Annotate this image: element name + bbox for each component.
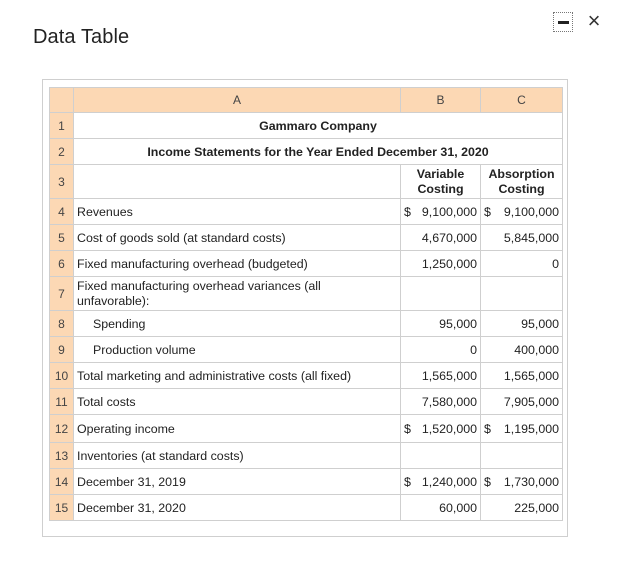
currency-symbol: $ xyxy=(484,421,491,436)
column-header-b: B xyxy=(401,88,481,113)
cell-value: 1,730,000 xyxy=(503,474,559,489)
table-row xyxy=(50,165,563,199)
cell-b: 7,580,000 xyxy=(401,389,481,415)
minimize-button[interactable] xyxy=(553,12,573,32)
row-number: 10 xyxy=(50,363,74,389)
cell-b: 0 xyxy=(401,337,481,363)
cell-c: 225,000 xyxy=(481,495,563,521)
table-row xyxy=(50,225,563,251)
row-number: 5 xyxy=(50,225,74,251)
cell-a: Total marketing and administrative costs (all fixed) xyxy=(74,363,401,389)
currency-symbol: $ xyxy=(404,204,411,219)
cell-a: December 31, 2020 xyxy=(74,495,401,521)
table-row xyxy=(50,277,563,311)
column-header-c: C xyxy=(481,88,563,113)
dialog-title: Data Table xyxy=(33,26,130,48)
row-number: 4 xyxy=(50,199,74,225)
cell-c: 95,000 xyxy=(481,311,563,337)
header-corner xyxy=(50,88,74,113)
currency-symbol: $ xyxy=(404,421,411,436)
cell-value: 1,240,000 xyxy=(421,474,477,489)
table-row xyxy=(50,495,563,521)
cell-b: 1,250,000 xyxy=(401,251,481,277)
cell-b xyxy=(401,443,481,469)
cell-a: Fixed manufacturing overhead variances (all unfavorable): xyxy=(74,277,401,311)
table-row xyxy=(50,469,563,495)
cell-a: Production volume xyxy=(74,337,401,363)
row-number: 9 xyxy=(50,337,74,363)
cell-b xyxy=(401,469,481,495)
table-row xyxy=(50,389,563,415)
cell-a: December 31, 2019 xyxy=(74,469,401,495)
data-table-panel xyxy=(42,79,568,537)
row-number: 6 xyxy=(50,251,74,277)
cell-c xyxy=(481,199,563,225)
column-header-row xyxy=(50,88,563,113)
cell-b: 95,000 xyxy=(401,311,481,337)
cell-b: 1,565,000 xyxy=(401,363,481,389)
cell-c: 7,905,000 xyxy=(481,389,563,415)
row-number: 2 xyxy=(50,139,74,165)
cell-value: 9,100,000 xyxy=(421,204,477,219)
cell-a xyxy=(74,165,401,199)
cell-c: 0 xyxy=(481,251,563,277)
row-number: 15 xyxy=(50,495,74,521)
spreadsheet-table xyxy=(49,87,563,521)
table-row xyxy=(50,443,563,469)
cell-b xyxy=(401,415,481,443)
row-number: 1 xyxy=(50,113,74,139)
table-row xyxy=(50,311,563,337)
table-row xyxy=(50,415,563,443)
row-number: 13 xyxy=(50,443,74,469)
table-row xyxy=(50,139,563,165)
cell-a: Operating income xyxy=(74,415,401,443)
cell-a: Total costs xyxy=(74,389,401,415)
cell-a: Fixed manufacturing overhead (budgeted) xyxy=(74,251,401,277)
cell-a: Revenues xyxy=(74,199,401,225)
close-icon: × xyxy=(587,8,601,33)
cell-c: 5,845,000 xyxy=(481,225,563,251)
minimize-icon xyxy=(558,21,569,24)
currency-symbol: $ xyxy=(404,474,411,489)
cell-b xyxy=(401,277,481,311)
row-number: 7 xyxy=(50,277,74,311)
table-row xyxy=(50,113,563,139)
currency-symbol: $ xyxy=(484,474,491,489)
absorption-costing-header: Absorption Costing xyxy=(481,165,563,199)
currency-symbol: $ xyxy=(484,204,491,219)
variable-costing-header: Variable Costing xyxy=(401,165,481,199)
cell-b: 4,670,000 xyxy=(401,225,481,251)
company-name-cell: Gammaro Company xyxy=(74,113,563,139)
statement-title-cell: Income Statements for the Year Ended December 31, 2020 xyxy=(74,139,563,165)
cell-value: 1,195,000 xyxy=(503,421,559,436)
cell-a: Cost of goods sold (at standard costs) xyxy=(74,225,401,251)
table-row xyxy=(50,337,563,363)
table-row xyxy=(50,251,563,277)
row-number: 12 xyxy=(50,415,74,443)
cell-c xyxy=(481,469,563,495)
cell-value: 1,520,000 xyxy=(421,421,477,436)
cell-b: 60,000 xyxy=(401,495,481,521)
row-number: 14 xyxy=(50,469,74,495)
cell-c xyxy=(481,277,563,311)
row-number: 8 xyxy=(50,311,74,337)
cell-c: 1,565,000 xyxy=(481,363,563,389)
cell-c: 400,000 xyxy=(481,337,563,363)
cell-b xyxy=(401,199,481,225)
cell-c xyxy=(481,415,563,443)
cell-a: Inventories (at standard costs) xyxy=(74,443,401,469)
table-row xyxy=(50,363,563,389)
column-header-a: A xyxy=(74,88,401,113)
cell-a: Spending xyxy=(74,311,401,337)
table-row xyxy=(50,199,563,225)
cell-c xyxy=(481,443,563,469)
row-number: 11 xyxy=(50,389,74,415)
close-button[interactable] xyxy=(584,8,604,33)
cell-value: 9,100,000 xyxy=(503,204,559,219)
row-number: 3 xyxy=(50,165,74,199)
